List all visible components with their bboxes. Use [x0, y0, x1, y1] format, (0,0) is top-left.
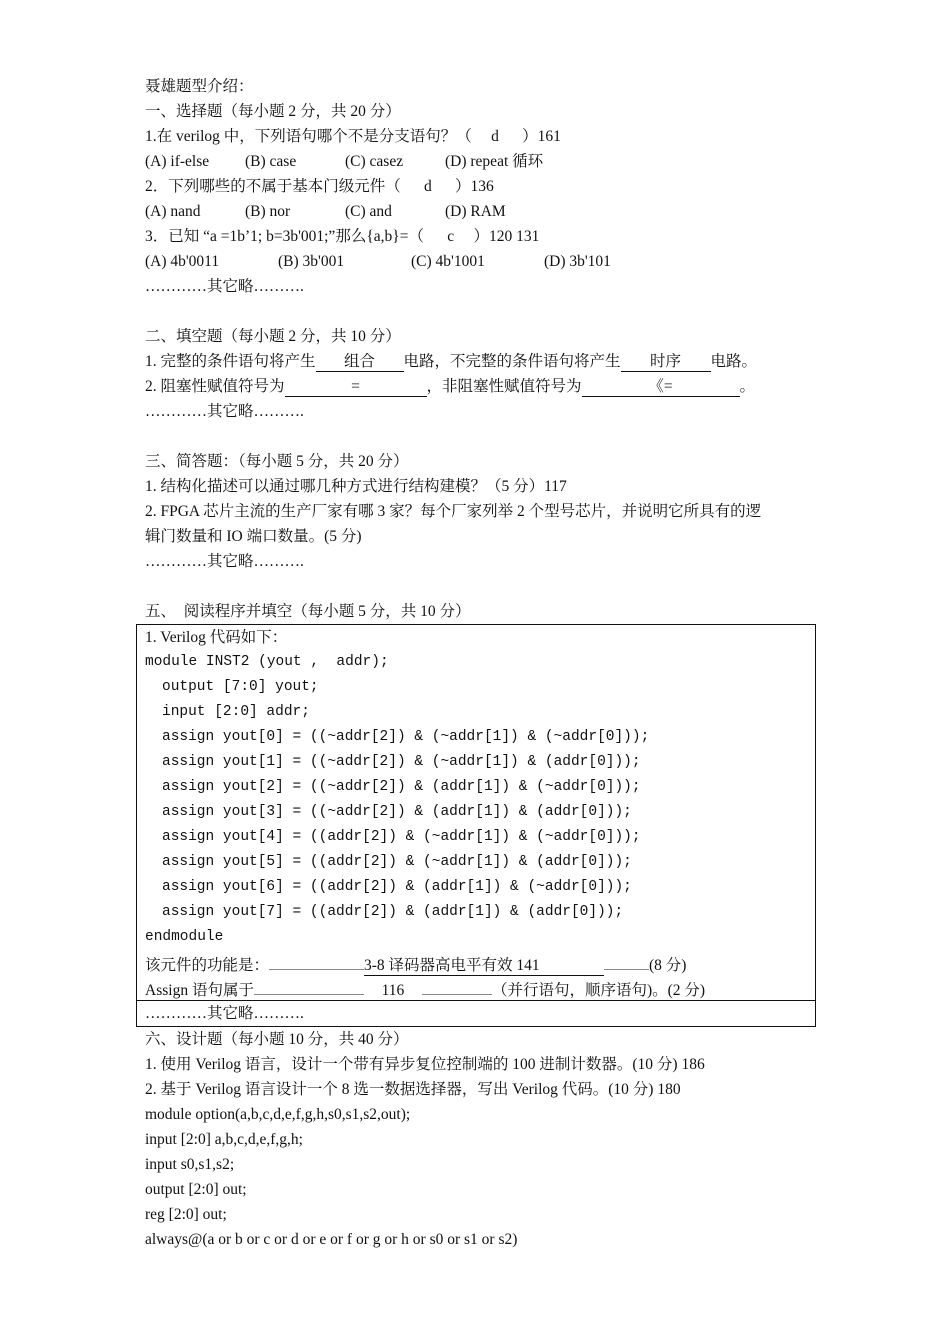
option-c: (C) casez [345, 153, 404, 170]
option-a: (A) if-else [145, 153, 210, 170]
code-line: output [2:0] out; [145, 1181, 247, 1198]
choice-question-1: 1.在 verilog 中，下列语句哪个不是分支语句？（ d ）161 [145, 128, 561, 145]
answer-blank: 组合 [316, 352, 404, 372]
choice-question-2: 2．下列哪些的不属于基本门级元件（ d ）136 [145, 178, 494, 195]
omitted-note: …………其它略………. [145, 403, 304, 420]
document-heading: 聂雄题型介绍： [145, 78, 254, 95]
short-answer-question-2-line-2: 辑门数量和 IO 端口数量。(5 分) [145, 528, 362, 545]
choice-question-3-options [145, 249, 825, 274]
code-line: endmodule [145, 929, 224, 945]
section-read-program-title: 五、 阅读程序并填空（每小题 5 分，共 10 分） [145, 603, 471, 620]
section-fill-title: 二、填空题（每小题 2 分，共 10 分） [145, 328, 401, 345]
option-d: (D) RAM [445, 203, 506, 220]
choice-question-2-options [145, 199, 825, 224]
option-b: (B) nor [245, 203, 291, 220]
option-d: (D) 3b'101 [544, 253, 611, 270]
answer-blank-tail [422, 975, 492, 995]
choice-question-1-options [145, 149, 825, 174]
assign-fill-line: Assign 语句属于 116 （并行语句，顺序语句)。(2 分) [145, 975, 815, 1000]
code-line: module option(a,b,c,d,e,f,g,h,s0,s1,s2,out); [145, 1106, 411, 1123]
code-intro: 1. Verilog 代码如下： [145, 629, 288, 646]
answer-blank: 3-8 译码器高电平有效 141 [364, 956, 604, 976]
code-line: assign yout[4] = ((addr[2]) & (~addr[1]) & (~addr[0])); [162, 829, 641, 845]
short-answer-question-2-line-1: 2. FPGA 芯片主流的生产厂家有哪 3 家？每个厂家列举 2 个型号芯片，并说明它所具有的逻 [145, 503, 762, 520]
code-line: always@(a or b or c or d or e or f or g or h or s0 or s1 or s2) [145, 1231, 518, 1248]
code-line: module INST2 (yout , addr); [145, 654, 389, 670]
option-a: (A) nand [145, 203, 201, 220]
answer-blank: = [285, 377, 427, 397]
option-d: (D) repeat 循环 [445, 153, 544, 170]
answer-blank: 116 [364, 981, 422, 1001]
design-question-2: 2. 基于 Verilog 语言设计一个 8 选一数据选择器，写出 Verilog 代码。(10 分) 180 [145, 1081, 681, 1098]
answer-blank: 《= [582, 377, 740, 397]
code-box [136, 624, 816, 1027]
answer-blank-tail [604, 950, 649, 970]
answer-blank-lead [254, 975, 364, 995]
fill-question-2: 2. 阻塞性赋值符号为 = ，非阻塞性赋值符号为 《= 。 [145, 378, 756, 395]
code-line: assign yout[7] = ((addr[2]) & (addr[1]) & (addr[0])); [162, 904, 624, 920]
code-line: assign yout[2] = ((~addr[2]) & (addr[1]) & (~addr[0])); [162, 779, 641, 795]
fill-question-1: 1. 完整的条件语句将产生 组合 电路，不完整的条件语句将产生 时序 电路。 [145, 353, 758, 370]
code-line: input s0,s1,s2; [145, 1156, 235, 1173]
option-a: (A) 4b'0011 [145, 253, 220, 270]
omitted-note: …………其它略………. [145, 278, 304, 295]
code-line: assign yout[3] = ((~addr[2]) & (addr[1]) & (addr[0])); [162, 804, 632, 820]
function-fill-line: 该元件的功能是： 3-8 译码器高电平有效 141 (8 分) [145, 950, 815, 975]
answer-blank-lead [269, 950, 364, 970]
option-b: (B) 3b'001 [278, 253, 345, 270]
code-line: input [2:0] addr; [162, 704, 310, 720]
code-line: assign yout[0] = ((~addr[2]) & (~addr[1]) & (~addr[0])); [162, 729, 650, 745]
document-page [145, 74, 825, 1252]
choice-question-3: 3．已知 “a =1b’1; b=3b'001;”那么{a,b}=（ c ）120 131 [145, 228, 540, 245]
option-c: (C) and [345, 203, 392, 220]
option-c: (C) 4b'1001 [411, 253, 485, 270]
code-line: assign yout[1] = ((~addr[2]) & (~addr[1]) & (addr[0])); [162, 754, 641, 770]
code-line: assign yout[6] = ((addr[2]) & (addr[1]) & (~addr[0])); [162, 879, 632, 895]
design-question-1: 1. 使用 Verilog 语言，设计一个带有异步复位控制端的 100 进制计数器。(10 分) 186 [145, 1056, 705, 1073]
section-choice-title: 一、选择题（每小题 2 分，共 20 分） [145, 103, 401, 120]
section-design-title: 六、设计题（每小题 10 分，共 40 分） [145, 1031, 409, 1048]
section-short-answer-title: 三、简答题：（每小题 5 分，共 20 分） [145, 453, 409, 470]
option-b: (B) case [245, 153, 297, 170]
code-line: input [2:0] a,b,c,d,e,f,g,h; [145, 1131, 303, 1148]
code-line: reg [2:0] out; [145, 1206, 227, 1223]
code-line: assign yout[5] = ((addr[2]) & (~addr[1]) & (addr[0])); [162, 854, 632, 870]
omitted-note: …………其它略………. [137, 1000, 815, 1026]
omitted-note: …………其它略………. [145, 553, 304, 570]
answer-blank: 时序 [621, 352, 711, 372]
short-answer-question-1: 1. 结构化描述可以通过哪几种方式进行结构建模？（5 分）117 [145, 478, 567, 495]
code-line: output [7:0] yout; [162, 679, 319, 695]
